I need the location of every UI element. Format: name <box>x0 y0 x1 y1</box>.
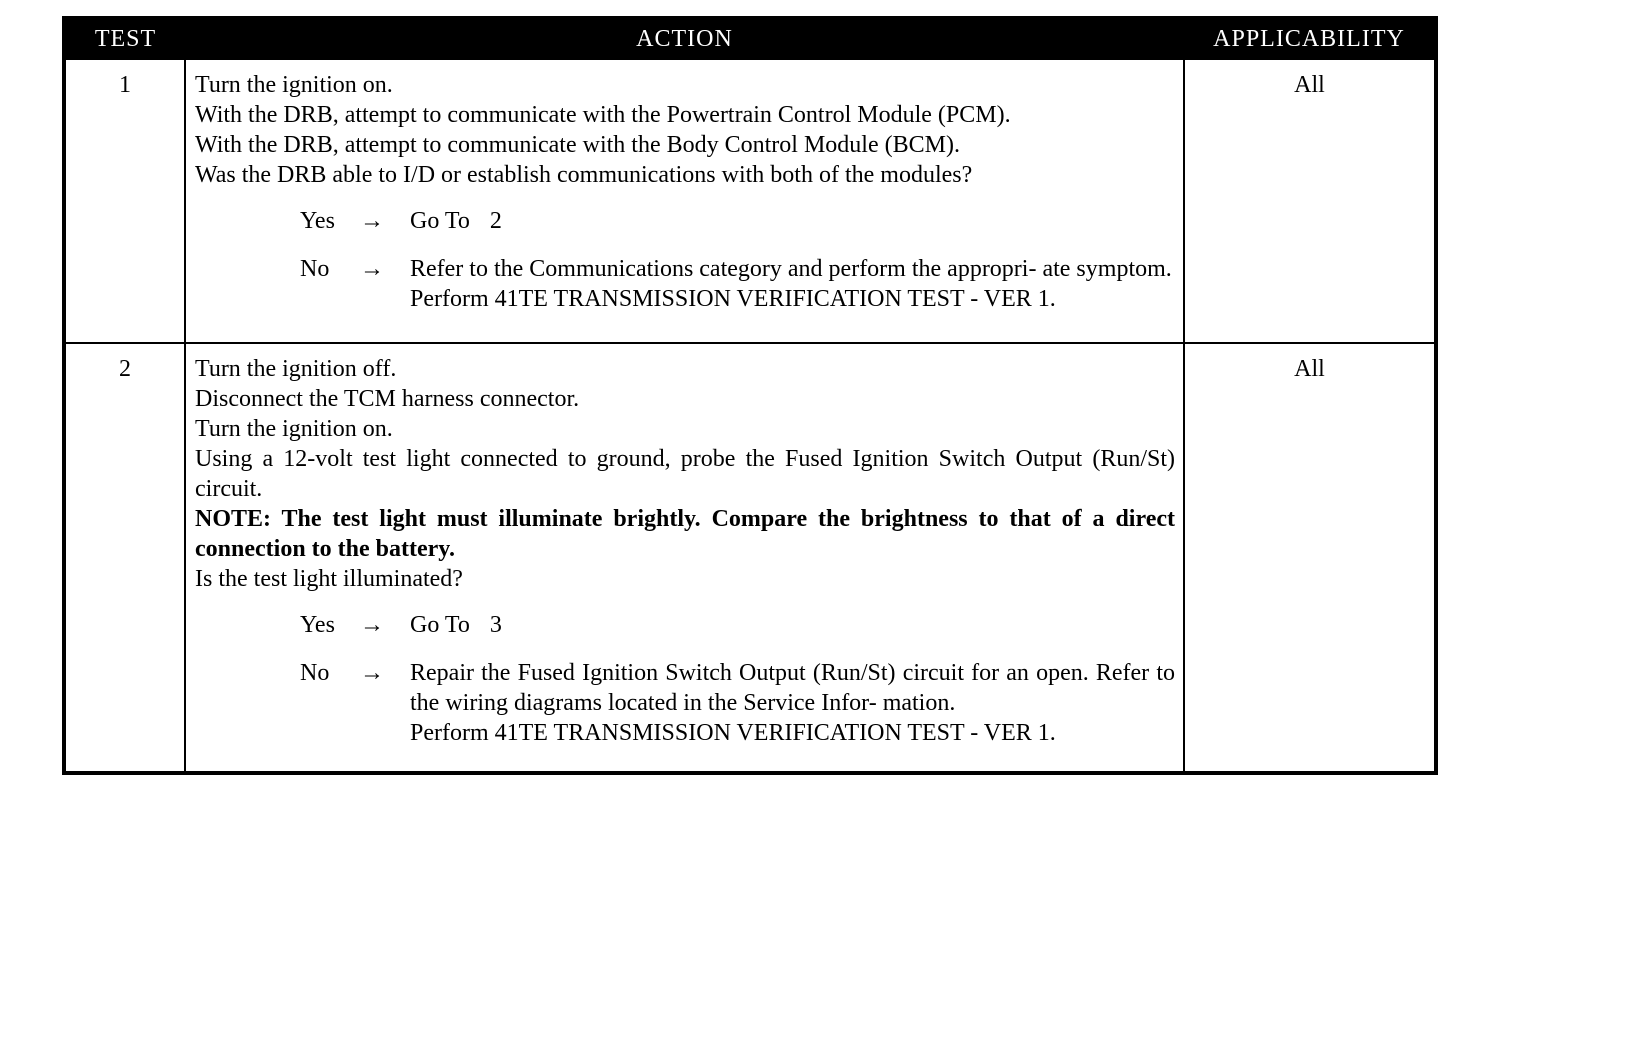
answer-yes-label: Yes <box>300 208 335 234</box>
applicability-value: All <box>1184 343 1436 773</box>
goto-number: 2 <box>489 208 502 234</box>
answer-list <box>195 206 1175 314</box>
action-step: Using a 12-volt test light connected to ground, probe the Fused Ignition Switch Output (Run/St) circuit. <box>195 446 1175 502</box>
action-step: Turn the ignition off. <box>195 356 397 382</box>
test-number: 1 <box>64 59 185 343</box>
question-text: Is the test light illuminated? <box>195 566 463 592</box>
answer-no-label: No <box>300 660 330 686</box>
applicability-value: All <box>1184 59 1436 343</box>
action-step: Turn the ignition on. <box>195 72 393 98</box>
arrow-right-icon: → <box>360 612 384 638</box>
table-row <box>64 59 1436 343</box>
answer-no-line: Refer to the Communications category and perform the appropri- ate symptom. <box>410 256 1172 282</box>
test-number: 2 <box>64 343 185 773</box>
goto-label: Go To <box>410 208 470 234</box>
answer-no <box>195 254 1175 314</box>
answer-no-line: Perform 41TE TRANSMISSION VERIFICATION TEST - VER 1. <box>410 286 1056 312</box>
diagnostic-test-table <box>62 16 1438 775</box>
action-step: With the DRB, attempt to communicate with the Body Control Module (BCM). <box>195 132 960 158</box>
action-cell <box>185 343 1184 773</box>
action-step: Was the DRB able to I/D or establish communications with both of the modules? <box>195 162 973 188</box>
answer-no <box>195 658 1175 748</box>
answer-yes-label: Yes <box>300 612 335 638</box>
answer-yes-text <box>410 610 1175 640</box>
arrow-right-icon: → <box>360 208 384 234</box>
header-applicability: APPLICABILITY <box>1184 18 1436 59</box>
answer-no-text <box>410 254 1175 314</box>
answer-list <box>195 610 1175 748</box>
arrow-right-icon: → <box>360 660 384 686</box>
answer-no-line: Repair the Fused Ignition Switch Output (Run/St) circuit for an open. Refer to the wiring diagrams located in the Service Infor- mation. <box>410 660 1175 716</box>
action-step: With the DRB, attempt to communicate with the Powertrain Control Module (PCM). <box>195 102 1011 128</box>
action-cell <box>185 59 1184 343</box>
header-action: ACTION <box>185 18 1184 59</box>
answer-no-text <box>410 658 1175 748</box>
answer-no-line: Perform 41TE TRANSMISSION VERIFICATION TEST - VER 1. <box>410 720 1056 746</box>
note-text: NOTE: The test light must illuminate brightly. Compare the brightness to that of a direct connection to the battery. <box>195 506 1175 562</box>
action-step: Disconnect the TCM harness connector. <box>195 386 580 412</box>
goto-label: Go To <box>410 612 470 638</box>
answer-yes-text <box>410 206 1175 236</box>
table-row <box>64 343 1436 773</box>
action-step: Turn the ignition on. <box>195 416 393 442</box>
goto-number: 3 <box>489 612 502 638</box>
answer-yes <box>195 610 1175 640</box>
header-test: TEST <box>64 18 185 59</box>
arrow-right-icon: → <box>360 256 384 282</box>
answer-yes <box>195 206 1175 236</box>
answer-no-label: No <box>300 256 330 282</box>
table-header-row <box>64 18 1436 59</box>
